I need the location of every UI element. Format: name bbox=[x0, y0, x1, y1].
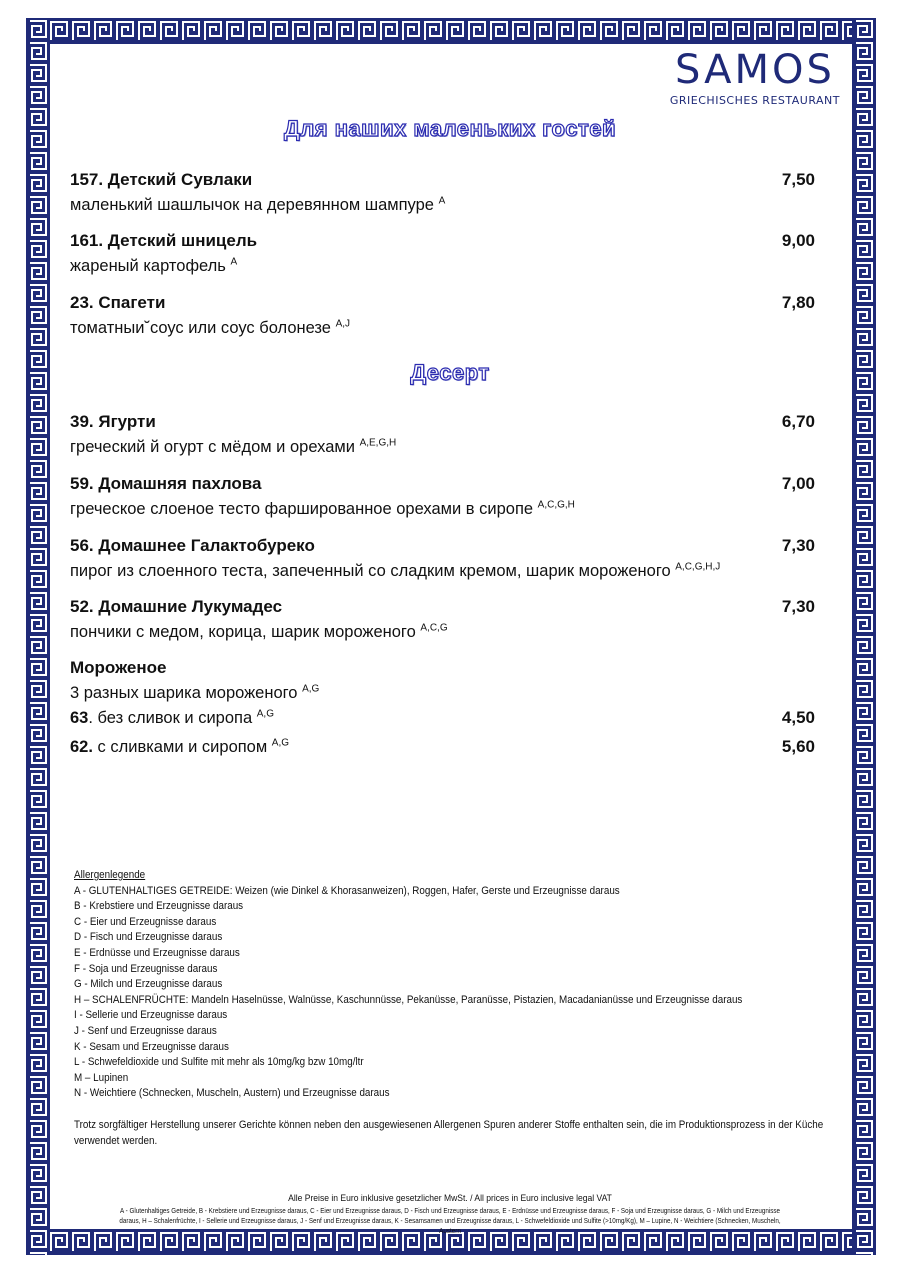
item-description: жареный картофель $^A$ bbox=[70, 256, 238, 275]
logo-subtitle: GRIECHISCHES RESTAURANT bbox=[669, 94, 840, 107]
legend-line: E - Erdnüsse und Erzeugnisse daraus bbox=[74, 946, 240, 959]
item-name: 56. Домашнее Галактобуреко bbox=[70, 536, 315, 555]
legend-line: K - Sesam und Erzeugnisse daraus bbox=[74, 1040, 229, 1053]
border-left bbox=[26, 18, 50, 1255]
allergen-codes: A bbox=[438, 195, 446, 207]
allergen-codes: A,G bbox=[256, 708, 274, 720]
option-price: 4,50 bbox=[781, 708, 815, 727]
allergen-codes: A,E,G,H bbox=[359, 437, 397, 449]
ice-cream-option bbox=[70, 737, 815, 757]
item-name: 23. Спагети bbox=[70, 293, 166, 312]
item-price: 7,80 bbox=[781, 293, 815, 312]
legend-title: Allergenlegende bbox=[74, 869, 146, 881]
item-description: пончики с медом, корица, шарик мороженого $^{A,C,G}$ bbox=[70, 622, 448, 641]
item-description: томатныи˘соус или соус болонезе $^{A,J}$ bbox=[70, 318, 351, 337]
menu-item bbox=[70, 293, 815, 338]
item-description: маленький шашлычок на деревянном шампуре $^A$ bbox=[70, 195, 446, 214]
menu-item bbox=[70, 170, 815, 215]
ice-cream-item bbox=[70, 658, 815, 703]
menu-item bbox=[70, 597, 815, 642]
menu-item bbox=[70, 231, 815, 276]
item-name: 52. Домашние Лукумадес bbox=[70, 597, 283, 616]
item-price: 7,50 bbox=[781, 170, 815, 189]
allergen-legend bbox=[74, 868, 743, 1102]
item-price: 7,00 bbox=[781, 474, 815, 493]
allergen-codes: A,G bbox=[302, 683, 320, 695]
item-description: 3 разных шарика мороженого $^{A,G}$ bbox=[70, 683, 320, 702]
legend-line: H – SCHALENFRÜCHTE: Mandeln Haselnüsse, Walnüsse, Kaschunnüsse, Pekanüsse, Paranüsse, Pistazien, Macadanianüsse und Erzeugnisse daraus bbox=[74, 993, 743, 1006]
option-number: 63 bbox=[70, 709, 89, 727]
allergen-codes: A,J bbox=[335, 318, 351, 330]
legend-line: F - Soja und Erzeugnisse daraus bbox=[74, 962, 218, 975]
item-price: 9,00 bbox=[781, 231, 815, 250]
allergen-codes: A,G bbox=[271, 737, 290, 749]
legend-line: G - Milch und Erzeugnisse daraus bbox=[74, 978, 223, 991]
allergen-codes: A,C,G,H,J bbox=[675, 561, 721, 573]
option-text: . без сливок и сиропа bbox=[88, 709, 253, 727]
legend-line: C - Eier und Erzeugnisse daraus bbox=[74, 915, 217, 928]
menu-item bbox=[70, 412, 815, 457]
legend-line: A - GLUTENHALTIGES GETREIDE: Weizen (wie Dinkel & Khorasanweizen), Roggen, Hafer, Gerste und Erzeugnisse daraus bbox=[74, 884, 620, 897]
item-name: 157. Детский Сувлаки bbox=[70, 170, 253, 189]
allergen-codes: A bbox=[230, 256, 238, 268]
legend-line: B - Krebstiere und Erzeugnisse daraus bbox=[74, 900, 244, 913]
footer-prices-note: Alle Preise in Euro inklusive gesetzlicher MwSt. / All prices in Euro inclusive legal VAT bbox=[288, 1193, 612, 1204]
allergen-notice: Trotz sorgfältiger Herstellung unserer Gerichte können neben den ausgewiesenen Allergenen Spuren anderer Stoffe enthalten sein, die im Produktionsprozess in der Küche verwendet werden. bbox=[74, 1119, 824, 1147]
item-price: 7,30 bbox=[781, 597, 815, 616]
item-name: 161. Детский шницель bbox=[70, 231, 258, 250]
item-price: 7,30 bbox=[781, 536, 815, 555]
option-price: 5,60 bbox=[781, 737, 815, 756]
menu-item bbox=[70, 536, 815, 581]
footer-allergens-short: A - Glutenhaltiges Getreide, B - Krebstiere und Erzeugnisse daraus, C - Eier und Erzeugnisse daraus, D - Fisch und Erzeugnisse daraus, E - Erdnüsse und Erzeugnisse daraus, F - Soja und Erzeugnisse daraus, G - Milch und Erzeugnisse daraus, H – Schalenfrüchte, I - Sellerie und Erzeugnisse daraus, J - Senf und Erzeugnisse daraus, K - Sesamsamen und Erzeugnisse daraus, L - Schwefeldioxide und Sulfite (>10mg/Kg), M – Lupine, N - Weichtiere (Schnecken, Muscheln, Austern bbox=[119, 1206, 781, 1235]
dessert-section-title: Десерт bbox=[410, 360, 490, 385]
allergen-codes: A,C,G,H bbox=[537, 499, 575, 511]
allergen-codes: A,C,G bbox=[420, 622, 448, 634]
item-name: 39. Ягурти bbox=[70, 412, 156, 431]
logo-name: SAMOS bbox=[675, 47, 835, 93]
item-description: греческое слоеное тесто фаршированное орехами в сиропе $^{A,C,G,H}$ bbox=[70, 499, 575, 518]
legend-line: I - Sellerie und Erzeugnisse daraus bbox=[74, 1009, 228, 1022]
item-name: Мороженое bbox=[70, 658, 167, 677]
option-text: с сливками и сиропом bbox=[92, 738, 272, 756]
kids-section-title: Для наших маленьких гостей bbox=[284, 116, 616, 141]
item-description: пирог из слоенного теста, запеченный со сладким кремом, шарик мороженого $^{A,C,G,H,J}$ bbox=[70, 561, 721, 580]
footer bbox=[60, 1193, 840, 1236]
ice-cream-option bbox=[70, 708, 815, 728]
restaurant-logo bbox=[669, 47, 840, 107]
item-description: греческий й огурт с мёдом и орехами $^{A,E,G,H}$ bbox=[70, 437, 397, 456]
item-name: 59. Домашняя пахлова bbox=[70, 474, 262, 493]
legend-line: N - Weichtiere (Schnecken, Muscheln, Austern) und Erzeugnisse daraus bbox=[74, 1087, 390, 1100]
item-price: 6,70 bbox=[781, 412, 815, 431]
option-number: 62. bbox=[70, 738, 93, 756]
legend-line: D - Fisch und Erzeugnisse daraus bbox=[74, 931, 223, 944]
legend-line: M – Lupinen bbox=[74, 1071, 129, 1084]
legend-line: J - Senf und Erzeugnisse daraus bbox=[74, 1024, 217, 1037]
border-top bbox=[26, 18, 876, 44]
legend-line: L - Schwefeldioxide und Sulfite mit mehr als 10mg/kg bzw 10mg/ltr bbox=[74, 1056, 364, 1069]
border-right bbox=[852, 18, 876, 1255]
menu-item bbox=[70, 474, 815, 519]
